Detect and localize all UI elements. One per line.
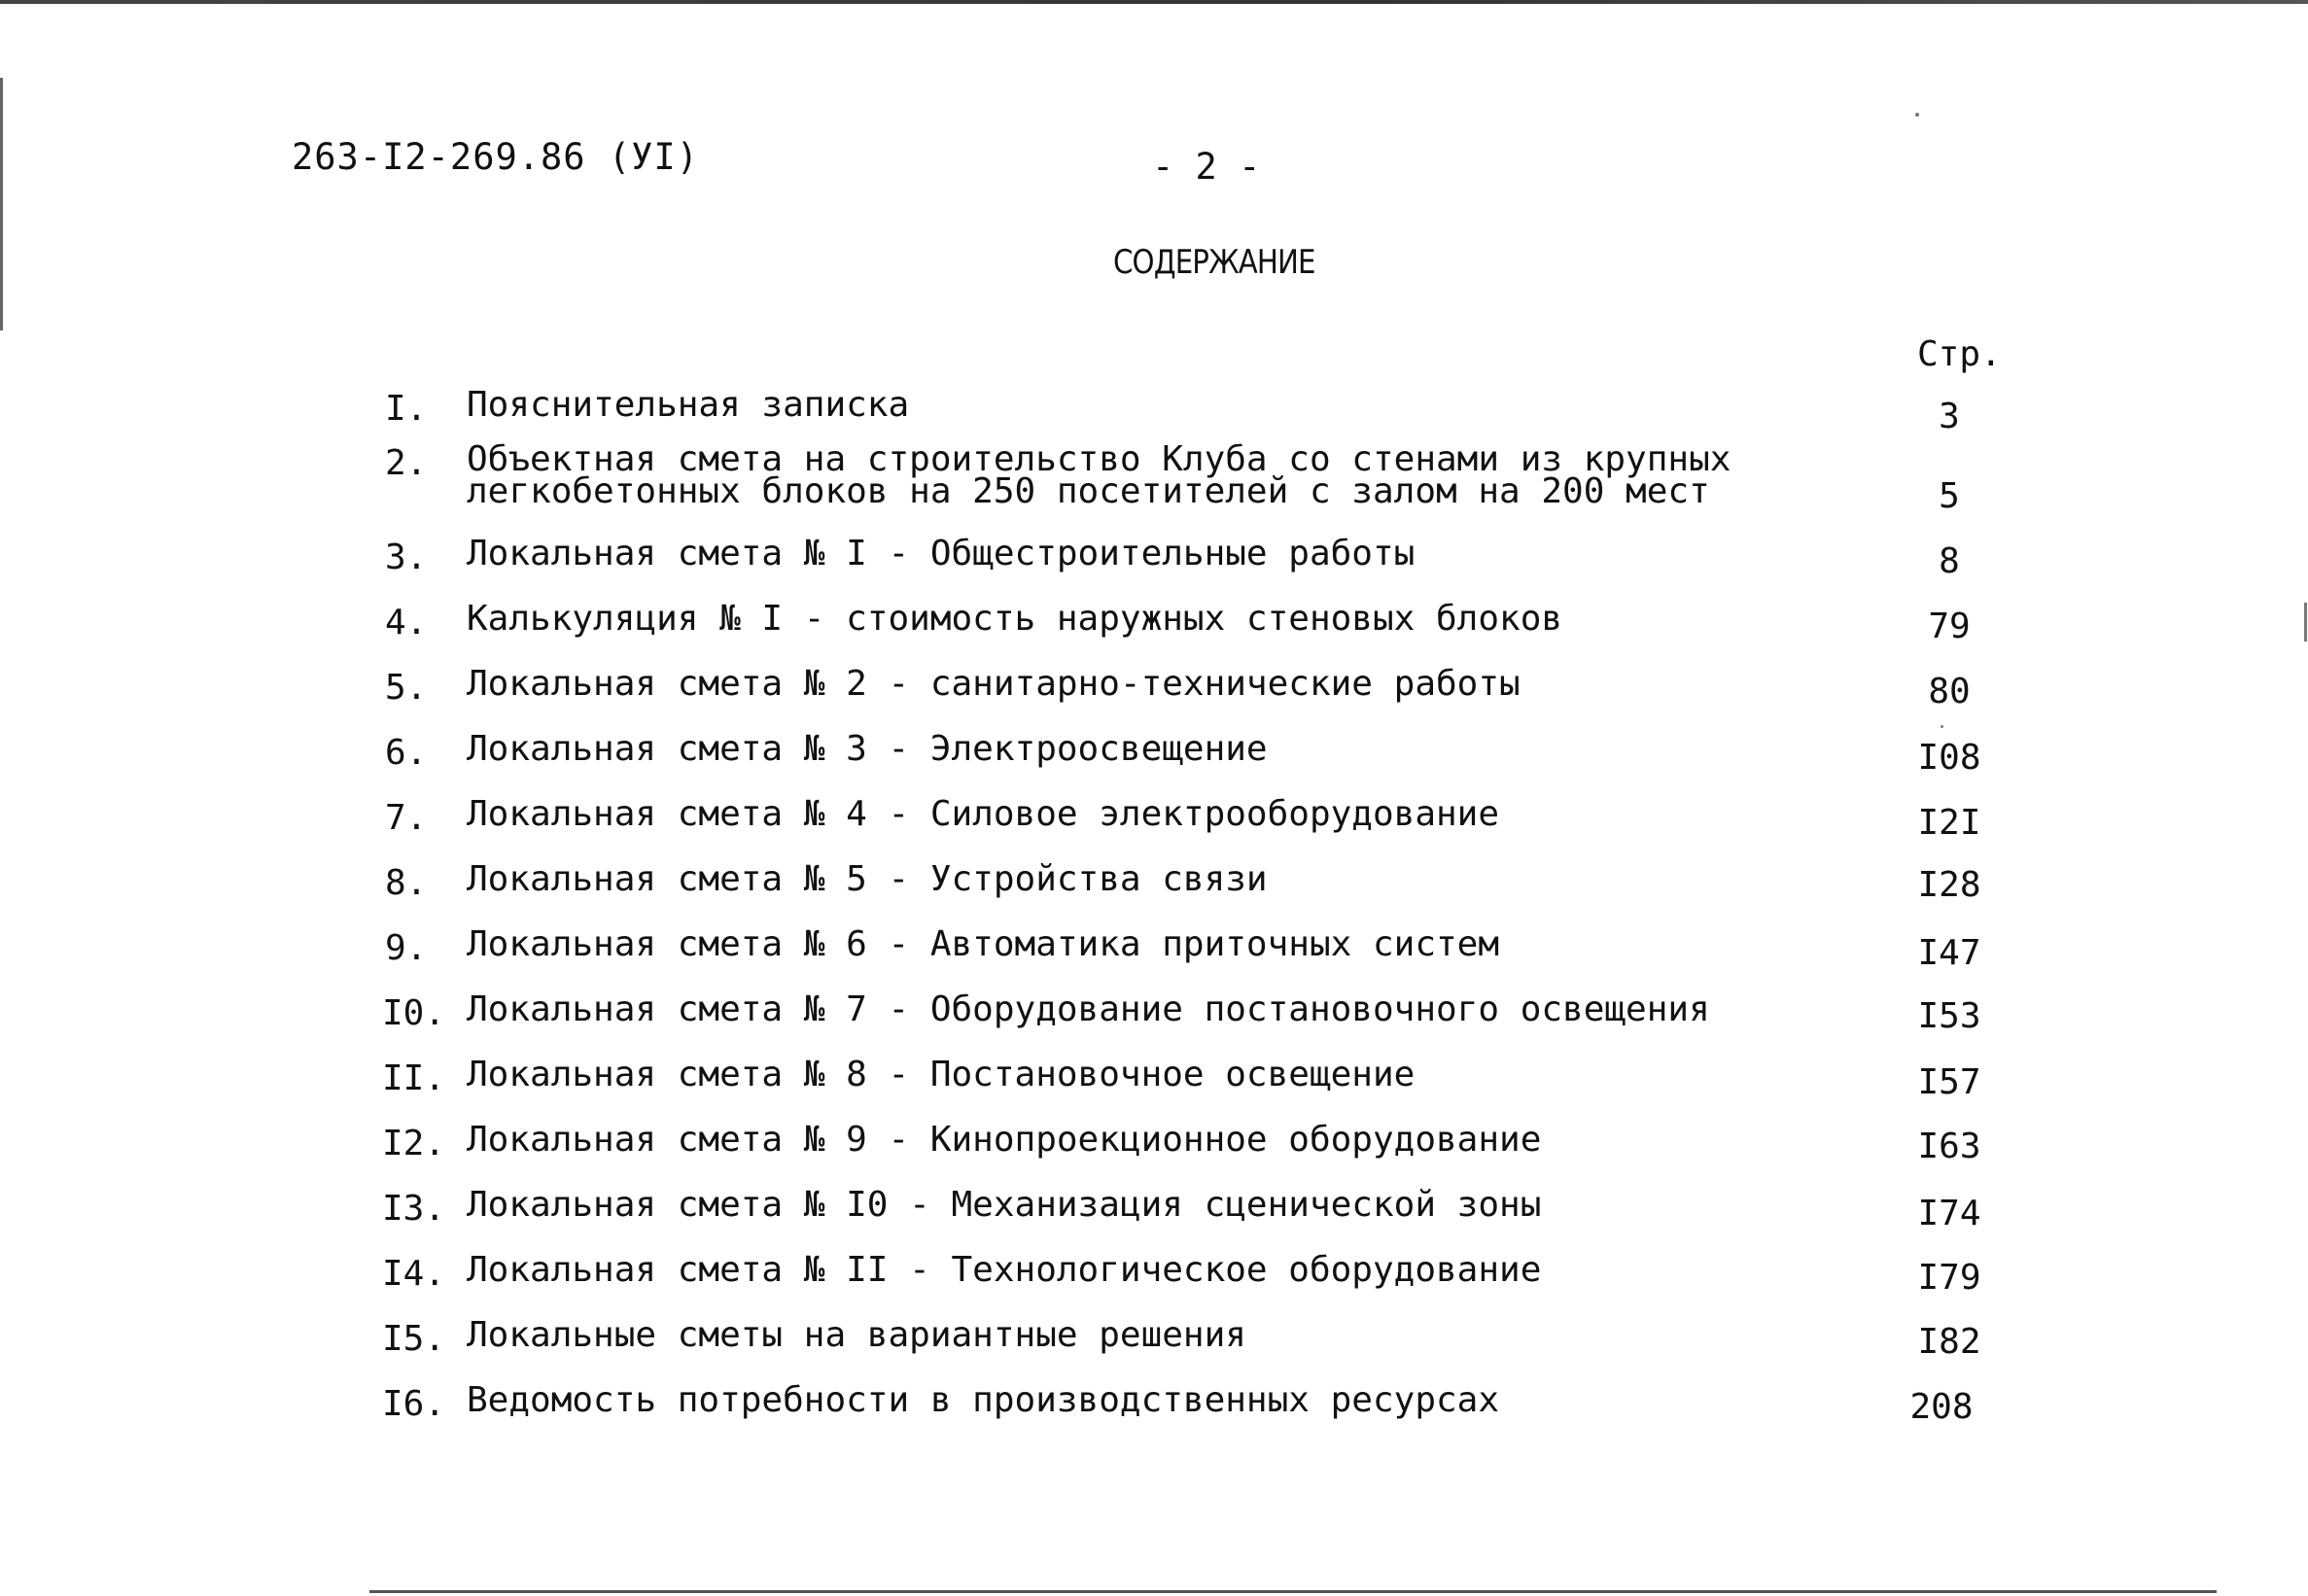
scan-edge-top xyxy=(0,0,2308,4)
toc-item-page: I28 xyxy=(1917,865,1981,905)
document-code: 263-I2-269.86 (УI) xyxy=(292,136,699,178)
toc-item-number: I2. xyxy=(382,1124,446,1163)
toc-item-text: Локальная смета № 8 - Постановочное освещение xyxy=(467,1055,1416,1094)
toc-item-number: 6. xyxy=(385,733,428,773)
toc-item-text: Локальная смета № I0 - Механизация сценической зоны xyxy=(467,1185,1542,1225)
toc-item-page: I08 xyxy=(1917,738,1981,778)
toc-item-text: Калькуляция № I - стоимость наружных стеновых блоков xyxy=(467,599,1563,639)
toc-item-page: 5 xyxy=(1939,476,1960,516)
scan-edge-right xyxy=(2304,603,2307,642)
toc-item-text: Локальная смета № 3 - Электроосвещение xyxy=(467,729,1268,769)
toc-item-page: 208 xyxy=(1909,1387,1974,1427)
toc-item-number: I6. xyxy=(382,1384,446,1424)
toc-item-page: I63 xyxy=(1917,1127,1981,1166)
toc-item-number: 2. xyxy=(385,443,428,483)
toc-item-page: 3 xyxy=(1939,397,1960,436)
toc-item-text-line1: Объектная смета на строительство Клуба со стенами из крупных xyxy=(467,439,1731,479)
toc-item-number: II. xyxy=(382,1058,446,1098)
toc-item-page: I74 xyxy=(1917,1194,1981,1233)
toc-item-text: Локальная смета № 4 - Силовое электрооборудование xyxy=(467,794,1500,834)
toc-item-page: I82 xyxy=(1917,1322,1981,1362)
toc-item-number: I3. xyxy=(382,1189,446,1229)
toc-item-number: 5. xyxy=(385,668,428,708)
toc-item-page: 8 xyxy=(1939,541,1960,581)
page-number: - 2 - xyxy=(1152,146,1261,188)
scan-speck xyxy=(1941,725,1943,728)
toc-item-text: Локальная смета № 7 - Оборудование постановочного освещения xyxy=(467,989,1710,1029)
toc-item-text: Пояснительная записка xyxy=(467,385,910,425)
toc-item-text: Локальные сметы на вариантные решения xyxy=(467,1315,1246,1355)
toc-item-page: I57 xyxy=(1917,1062,1981,1102)
toc-item-text: Локальная смета № 6 - Автоматика приточных систем xyxy=(467,924,1500,964)
toc-item-number: 9. xyxy=(385,928,428,968)
toc-item-number: I5. xyxy=(382,1319,446,1359)
toc-item-number: I0. xyxy=(382,993,446,1033)
toc-item-page: I53 xyxy=(1917,996,1981,1036)
toc-item-text: Локальная смета № 5 - Устройства связи xyxy=(467,859,1268,899)
scan-speck xyxy=(1915,113,1919,117)
toc-item-text: Ведомость потребности в производственных ресурсах xyxy=(467,1380,1500,1420)
toc-item-text: Локальная смета № II - Технологическое оборудование xyxy=(467,1250,1542,1290)
toc-item-text: Локальная смета № I - Общестроительные работы xyxy=(467,534,1416,573)
toc-item-page: I79 xyxy=(1917,1258,1981,1298)
scan-edge-left xyxy=(0,78,3,330)
page-column-header: Стр. xyxy=(1917,334,2002,374)
toc-item-number: 4. xyxy=(385,603,428,642)
toc-item-page: I2I xyxy=(1917,803,1981,843)
toc-item-page: 79 xyxy=(1928,607,1971,646)
toc-item-text-line2: легкобетонных блоков на 250 посетителей с залом на 200 мест xyxy=(467,471,1710,511)
toc-item-page: I47 xyxy=(1917,933,1981,973)
scan-edge-bottom xyxy=(369,1590,2217,1593)
toc-item-number: 7. xyxy=(385,798,428,838)
toc-item-number: 8. xyxy=(385,863,428,903)
page-title: СОДЕРЖАНИЕ xyxy=(1113,243,1315,282)
toc-item-number: I. xyxy=(385,389,428,429)
toc-item-text: Локальная смета № 9 - Кинопроекционное оборудование xyxy=(467,1120,1542,1160)
toc-item-text: Локальная смета № 2 - санитарно-технические работы xyxy=(467,664,1521,704)
toc-item-number: I4. xyxy=(382,1254,446,1294)
toc-item-page: 80 xyxy=(1928,672,1971,711)
toc-item-number: 3. xyxy=(385,538,428,577)
